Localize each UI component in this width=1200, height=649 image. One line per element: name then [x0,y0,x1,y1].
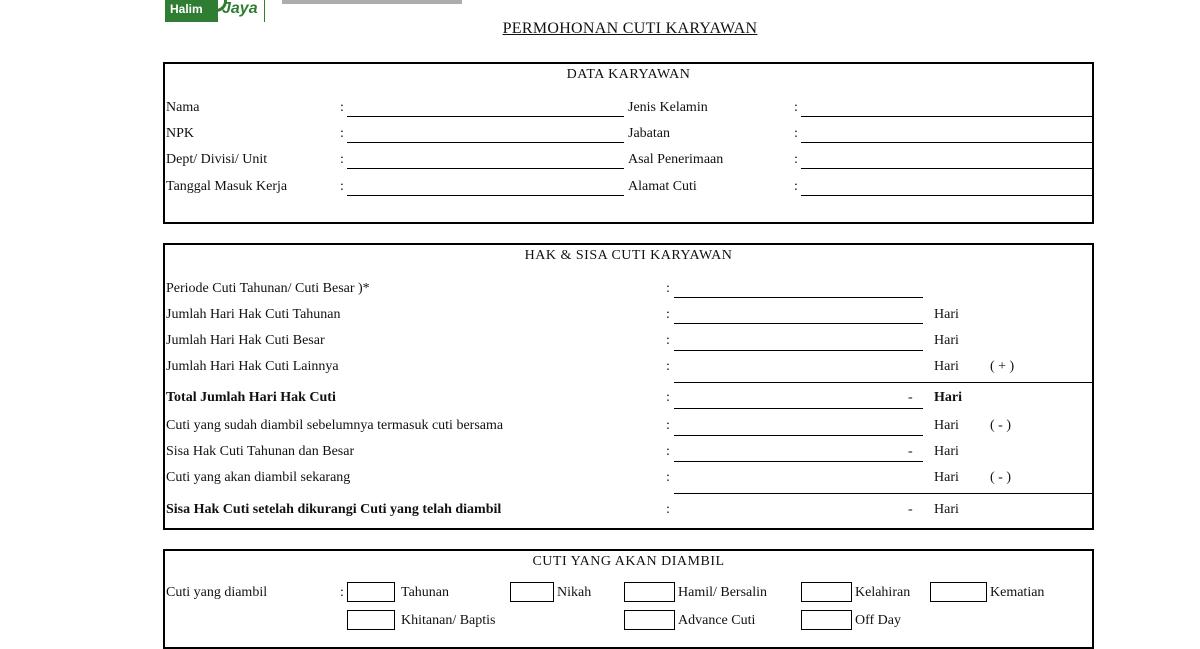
logo-word-halim: Halim [170,2,203,16]
npk-field[interactable] [347,142,624,143]
checkbox-kematian[interactable] [930,582,987,602]
row-label: Cuti yang sudah diambil sebelumnya termasuk cuti bersama [166,418,504,433]
hak-cuti-besar-field[interactable] [674,350,923,351]
row-label: Periode Cuti Tahunan/ Cuti Besar )* [166,281,370,296]
hak-cuti-tahunan-field[interactable] [674,323,923,324]
section-heading: DATA KARYAWAN [566,67,691,82]
label-nama: Nama [166,100,200,115]
option-label: Hamil/ Bersalin [678,585,768,600]
label-cuti-diambil: Cuti yang diambil [166,585,268,600]
section-heading: HAK & SISA CUTI KARYAWAN [524,248,733,263]
jabatan-field[interactable] [801,142,1092,143]
option-label: Khitanan/ Baptis [401,613,496,628]
row-label: Jumlah Hari Hak Cuti Lainnya [166,359,339,374]
cuti-diambil-sekarang-field[interactable] [674,493,1092,494]
checkbox-kelahiran[interactable] [801,582,852,602]
label-jabatan: Jabatan [628,126,670,141]
operator-minus: ( - ) [990,418,1011,433]
colon: : [666,359,670,374]
row-label: Jumlah Hari Hak Cuti Tahunan [166,307,341,322]
operator-plus: ( + ) [990,359,1015,374]
checkbox-hamil-bersalin[interactable] [624,582,675,602]
asal-penerimaan-field[interactable] [801,168,1092,169]
colon: : [666,307,670,322]
cuti-diambil-sebelumnya-field[interactable] [674,435,923,436]
unit-label: Hari [934,470,959,485]
unit-label: Hari [934,502,959,517]
row-label: Jumlah Hari Hak Cuti Besar [166,333,325,348]
form-title: PERMOHONAN CUTI KARYAWAN [502,20,758,37]
label-asal-penerimaan: Asal Penerimaan [628,152,724,167]
option-label: Off Day [855,613,902,628]
nama-field[interactable] [347,116,624,117]
label-alamat-cuti: Alamat Cuti [628,179,697,194]
section-heading: CUTI YANG AKAN DIAMBIL [532,554,725,569]
unit-label: Hari [934,333,959,348]
option-label: Advance Cuti [678,613,756,628]
colon: : [666,390,670,405]
checkbox-tahunan[interactable] [347,582,395,602]
colon: : [794,126,798,141]
value-dash: - [908,502,913,517]
option-label: Nikah [557,585,592,600]
checkbox-off-day[interactable] [801,610,852,630]
checkbox-advance-cuti[interactable] [624,610,675,630]
option-label: Tahunan [401,585,450,600]
unit-label: Hari [934,418,959,433]
header-faded-text [282,0,462,4]
value-dash: - [908,444,913,459]
jenis-kelamin-field[interactable] [801,116,1092,117]
checkbox-khitanan-baptis[interactable] [347,610,395,630]
colon: : [794,152,798,167]
colon: : [340,179,344,194]
label-tanggal-masuk: Tanggal Masuk Kerja [166,179,288,194]
logo-word-jaya: Jaya [222,0,258,17]
colon: : [666,333,670,348]
hak-cuti-lainnya-field[interactable] [674,382,1092,383]
colon: : [666,444,670,459]
dept-field[interactable] [347,168,624,169]
tanggal-masuk-field[interactable] [347,195,624,196]
unit-label: Hari [934,390,962,405]
row-label-total: Total Jumlah Hari Hak Cuti [166,390,336,405]
colon: : [794,179,798,194]
checkbox-nikah[interactable] [510,582,554,602]
section-data-karyawan [163,62,1094,224]
colon: : [340,126,344,141]
colon: : [794,100,798,115]
row-label-sisa-akhir: Sisa Hak Cuti setelah dikurangi Cuti yang telah diambil [166,502,502,517]
value-dash: - [908,390,913,405]
label-jenis-kelamin: Jenis Kelamin [628,100,708,115]
alamat-cuti-field[interactable] [801,195,1092,196]
unit-label: Hari [934,444,959,459]
sisa-hak-cuti-field[interactable] [674,461,923,462]
unit-label: Hari [934,359,959,374]
periode-field[interactable] [674,297,923,298]
colon: : [666,281,670,296]
label-dept: Dept/ Divisi/ Unit [166,152,268,167]
colon: : [340,100,344,115]
unit-label: Hari [934,307,959,322]
total-hak-cuti-field[interactable] [674,408,923,409]
logo-divider [264,0,265,22]
colon: : [340,152,344,167]
option-label: Kelahiran [855,585,911,600]
operator-minus: ( - ) [990,470,1011,485]
colon: : [666,418,670,433]
label-npk: NPK [166,126,195,141]
colon: : [666,502,670,517]
option-label: Kematian [990,585,1045,600]
colon: : [666,470,670,485]
colon: : [340,585,344,600]
row-label: Cuti yang akan diambil sekarang [166,470,351,485]
row-label: Sisa Hak Cuti Tahunan dan Besar [166,444,355,459]
